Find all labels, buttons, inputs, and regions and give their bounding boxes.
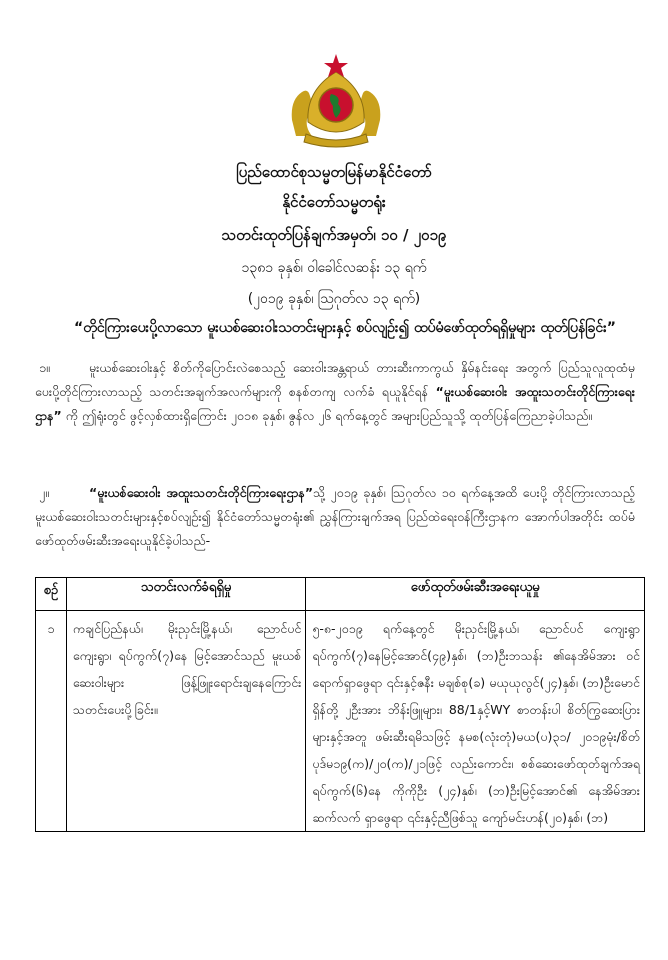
paragraph-1-text-a: မူးယစ်ဆေးဝါးနှင့် စိတ်ကိုပြောင်းလဲစေသည့် ဆေးဝါးအန္တရာယ် တားဆီးကာကွယ် နှိမ်နင်းရေး အတွက် ပြည်သူလူထုထံမှ ပေးပို့တိုင်ကြားလာသည့် သတင်းအချက်အလက်များကို စနစ်တကျ လက်ခံ ရယူနိုင်ရန် <box>35 360 635 399</box>
office-name: နိုင်ငံတော်သမ္မတရုံး <box>282 193 386 211</box>
paragraph-1 <box>35 356 635 428</box>
myanmar-date: ၁၃၈၁ ခုနှစ်၊ ဝါခေါင်လဆန်း ၁၃ ရက် <box>241 260 427 276</box>
header-action: ဖော်ထုတ်ဖမ်းဆီးအရေးယူမှု <box>306 578 645 611</box>
paragraph-2-number: ၂။ <box>39 485 49 500</box>
paragraph-1-bold: “မူးယစ်ဆေးဝါး အထူးသတင်းတိုင်ကြားရေးဌာန” <box>35 384 635 423</box>
header-serial: စဉ် <box>36 578 67 611</box>
table-header-row <box>36 578 645 611</box>
release-subject: “တိုင်ကြားပေးပို့လာသော မူးယစ်ဆေးဝါးသတင်းများနှင့် စပ်လျဉ်း၍ ထပ်မံဖော်ထုတ်ရရှိမှုများ ထုတ်ပြန်ခြင်း” <box>74 320 616 336</box>
actions-table <box>35 577 645 832</box>
table-row <box>36 611 645 832</box>
paragraph-2 <box>35 481 635 553</box>
row-action: ၅-၈-၂၀၁၉ ရက်နေ့တွင် မိုးညှင်းမြို့နယ်၊ ညောင်ပင် ကျေးရွာရပ်ကွက်(၇)နေမြင့်အောင်(၄၉)နှစ်၊ (ဘ)ဦးဘသန်း ၏နေအိမ်အား ဝင်ရောက်ရှာဖွေရာ ၎င်းနှင့်ဇနီး မချစ်စု(ခ) မယုယုလွင်(၂၄)နှစ်၊ (ဘ)ဦးမောင်ရှိန်တို့ ၂ဦးအား ဘိန်းဖြူများ၊ 88/1နှင့်WY စာတန်းပါ စိတ်ကြွဆေးပြား များနှင့်အတူ ဖမ်းဆီးရမိသဖြင့် နမစ(လုံးတုံ)မယ(ပ)၃၁/ ၂၀၁၉မုံး/စိတ်ပုဒ်မ၁၉(က)/၂၀(က)/၂၁ဖြင့် လည်းကောင်း၊ စစ်ဆေးဖော်ထုတ်ချက်အရ ရပ်ကွက်(၆)နေ ကိုကိုဦး (၂၄)နှစ်၊ (ဘ)ဦးမြင့်အောင်၏ နေအိမ်အား ဆက်လက် ရှာဖွေရာ ၎င်းနှင့်ညီဖြစ်သူ ကျော်မင်းဟန်(၂၀)နှစ်၊ (ဘ) <box>306 611 645 832</box>
paragraph-2-text: သို့ ၂၀၁၉ ခုနှစ်၊ ဩဂုတ်လ ၁၀ ရက်နေ့အထိ ပေးပို့ တိုင်ကြားလာသည့် မူးယစ်ဆေးဝါးသတင်းများနှင့်စပ်လျဉ်း၍ နိုင်ငံတော်သမ္မတရုံး၏ ညွှန်ကြားချက်အရ ပြည်ထဲရေးဝန်ကြီးဌာနက အောက်ပါအတိုင်း ထပ်မံဖော်ထုတ်ဖမ်းဆီးအရေးယူနိုင်ခဲ့ပါသည်- <box>35 485 635 548</box>
gregorian-date: (၂၀၁၉ ခုနှစ်၊ ဩဂုတ်လ ၁၃ ရက်) <box>247 291 421 307</box>
row-received: ကချင်ပြည်နယ်၊ မိုးညှင်းမြို့နယ်၊ ညောင်ပင် ကျေးရွာ၊ ရပ်ကွက်(၇)နေ မြင့်အောင်သည် မူးယစ်ဆေးဝါးများ ဖြန့်ဖြူးရောင်းချနေကြောင်း သတင်းပေးပို့ခြင်း။ <box>66 611 305 832</box>
header-received: သတင်းလက်ခံရရှိမှု <box>66 578 305 611</box>
press-release-number: သတင်းထုတ်ပြန်ချက်အမှတ်၊ ၁၀ / ၂၀၁၉ <box>221 226 447 244</box>
country-name: ပြည်ထောင်စုသမ္မတမြန်မာနိုင်ငံတော် <box>236 163 432 181</box>
row-serial: ၁ <box>36 611 67 832</box>
paragraph-1-number: ၁။ <box>39 360 50 375</box>
paragraph-1-text-b: ကို ဤရုံးတွင် ဖွင့်လှစ်ထားရှိကြောင်း ၂၀၁၈ ခုနှစ်၊ ဇွန်လ ၂၆ ရက်နေ့တွင် အများပြည်သူသို့ ထုတ်ပြန်ကြေညာခဲ့ပါသည်။ <box>61 408 593 423</box>
paragraph-2-bold: “မူးယစ်ဆေးဝါး အထူးသတင်းတိုင်ကြားရေးဌာန” <box>89 485 314 500</box>
state-seal-emblem-icon <box>286 50 386 150</box>
